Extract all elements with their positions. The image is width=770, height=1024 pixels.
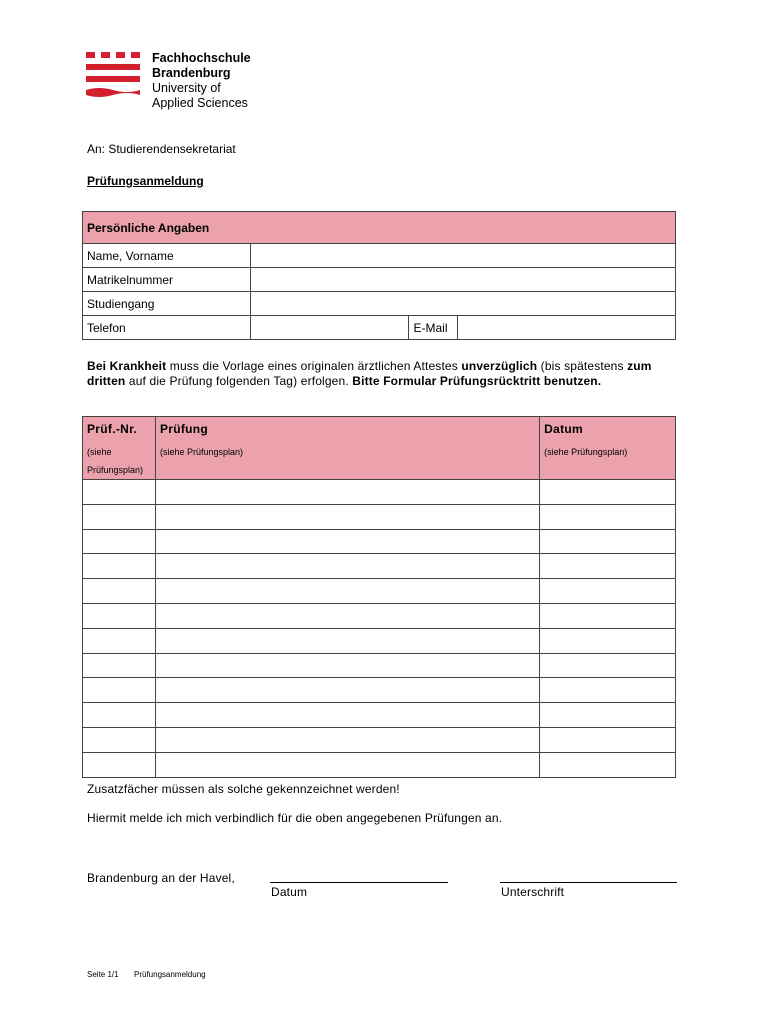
personal-info-header — [83, 212, 676, 244]
pruefung-cell[interactable] — [155, 727, 539, 752]
exam-table-subheader — [83, 441, 676, 480]
col-pruef-nr-sub: (siehe Prüfungsplan) — [83, 441, 156, 480]
datum-cell[interactable] — [540, 529, 676, 554]
telefon-label: Telefon — [83, 316, 251, 340]
pruef-nr-cell[interactable] — [83, 554, 156, 579]
pruefung-cell[interactable] — [155, 504, 539, 529]
pruef-nr-cell[interactable] — [83, 703, 156, 728]
signature-line[interactable] — [500, 882, 677, 883]
exam-row — [83, 628, 676, 653]
exam-row — [83, 653, 676, 678]
declaration-text: Hiermit melde ich mich verbindlich für die oben angegebenen Prüfungen an. — [87, 811, 503, 825]
pruef-nr-cell[interactable] — [83, 529, 156, 554]
pruefung-cell[interactable] — [155, 628, 539, 653]
studiengang-label: Studiengang — [83, 292, 251, 316]
footer-page: Seite 1/1 — [87, 970, 119, 979]
matrikel-row — [83, 268, 676, 292]
datum-cell[interactable] — [540, 727, 676, 752]
form-title: Prüfungsanmeldung — [87, 174, 204, 188]
exam-row — [83, 752, 676, 777]
pruef-nr-cell[interactable] — [83, 727, 156, 752]
university-logo — [86, 51, 258, 110]
pruefung-cell[interactable] — [155, 480, 539, 505]
personal-info-title: Persönliche Angaben — [83, 212, 676, 244]
pruef-nr-cell[interactable] — [83, 653, 156, 678]
notice-bold-1: Bei Krankheit — [87, 359, 167, 373]
exam-row — [83, 703, 676, 728]
datum-cell[interactable] — [540, 752, 676, 777]
footer-doc: Prüfungsanmeldung — [134, 970, 206, 979]
pruef-nr-cell[interactable] — [83, 579, 156, 604]
name-row — [83, 244, 676, 268]
datum-cell[interactable] — [540, 678, 676, 703]
matrikel-field[interactable] — [250, 268, 675, 292]
pruefung-cell[interactable] — [155, 653, 539, 678]
exam-table-body — [83, 480, 676, 778]
col-datum-sub: (siehe Prüfungsplan) — [540, 441, 676, 480]
illness-notice — [87, 359, 677, 389]
exam-row — [83, 579, 676, 604]
col-pruef-nr-header: Prüf.-Nr. — [83, 417, 156, 442]
pruefung-cell[interactable] — [155, 579, 539, 604]
recipient-line: An: Studierendensekretariat — [87, 142, 236, 156]
telefon-row — [83, 316, 676, 340]
date-label: Datum — [271, 885, 308, 899]
exam-row — [83, 504, 676, 529]
datum-cell[interactable] — [540, 653, 676, 678]
email-label: E-Mail — [409, 316, 458, 340]
pruef-nr-cell[interactable] — [83, 480, 156, 505]
name-label: Name, Vorname — [83, 244, 251, 268]
notice-text-2: (bis spätestens — [537, 359, 628, 373]
datum-cell[interactable] — [540, 554, 676, 579]
notice-bold-3: zum dritten — [87, 359, 652, 388]
exam-row — [83, 678, 676, 703]
datum-cell[interactable] — [540, 579, 676, 604]
datum-cell[interactable] — [540, 480, 676, 505]
col-pruefung-header: Prüfung — [155, 417, 539, 442]
pruefung-cell[interactable] — [155, 529, 539, 554]
exam-table — [82, 416, 676, 778]
logo-line-4: Applied Sciences — [152, 96, 248, 110]
pruefung-cell[interactable] — [155, 703, 539, 728]
studiengang-row — [83, 292, 676, 316]
additional-subjects-note: Zusatzfächer müssen als solche gekennzeichnet werden! — [87, 782, 400, 796]
datum-cell[interactable] — [540, 703, 676, 728]
personal-info-table — [82, 211, 676, 340]
pruef-nr-cell[interactable] — [83, 504, 156, 529]
pruefung-cell[interactable] — [155, 554, 539, 579]
datum-cell[interactable] — [540, 504, 676, 529]
notice-bold-2: unverzüglich — [461, 359, 538, 373]
email-field[interactable] — [458, 316, 676, 340]
logo-line-2: Brandenburg — [152, 66, 231, 80]
logo-mark-icon — [86, 52, 144, 104]
studiengang-field[interactable] — [250, 292, 675, 316]
exam-row — [83, 480, 676, 505]
col-pruefung-sub: (siehe Prüfungsplan) — [155, 441, 539, 480]
pruef-nr-cell[interactable] — [83, 752, 156, 777]
col-datum-header: Datum — [540, 417, 676, 442]
notice-text-1: muss die Vorlage eines originalen ärztlichen Attestes — [166, 359, 462, 373]
logo-text — [152, 51, 272, 111]
exam-row — [83, 529, 676, 554]
notice-text-3: auf die Prüfung folgenden Tag) erfolgen. — [125, 374, 353, 388]
datum-cell[interactable] — [540, 603, 676, 628]
exam-row — [83, 727, 676, 752]
pruefung-cell[interactable] — [155, 752, 539, 777]
exam-table-header — [83, 417, 676, 442]
exam-row — [83, 554, 676, 579]
datum-cell[interactable] — [540, 628, 676, 653]
pruefung-cell[interactable] — [155, 603, 539, 628]
pruef-nr-cell[interactable] — [83, 603, 156, 628]
pruefung-cell[interactable] — [155, 678, 539, 703]
place-text: Brandenburg an der Havel, — [87, 871, 235, 885]
pruef-nr-cell[interactable] — [83, 678, 156, 703]
logo-line-3: University of — [152, 81, 221, 95]
name-field[interactable] — [250, 244, 675, 268]
telefon-field[interactable] — [250, 316, 409, 340]
logo-line-1: Fachhochschule — [152, 51, 251, 65]
pruef-nr-cell[interactable] — [83, 628, 156, 653]
date-line[interactable] — [270, 882, 448, 883]
notice-bold-4: Bitte Formular Prüfungsrücktritt benutzen. — [352, 374, 602, 388]
matrikel-label: Matrikelnummer — [83, 268, 251, 292]
exam-row — [83, 603, 676, 628]
signature-label: Unterschrift — [501, 885, 565, 899]
